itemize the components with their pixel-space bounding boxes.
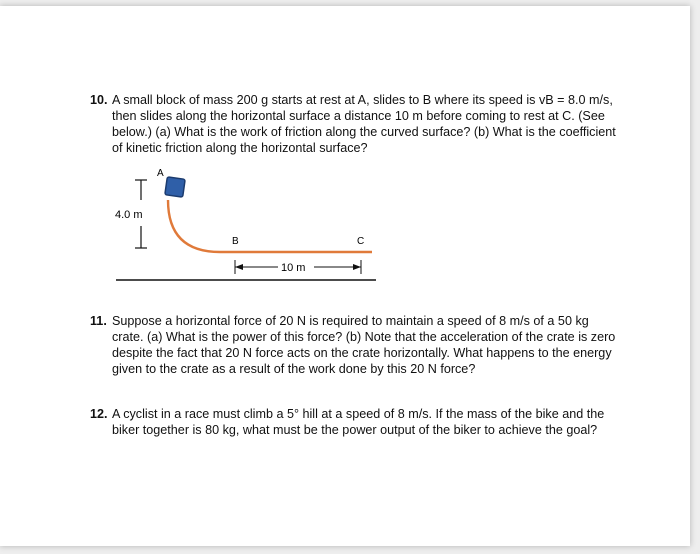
problem-12 <box>90 406 620 438</box>
friction-track-figure <box>110 166 380 286</box>
problem-10 <box>90 92 620 156</box>
problem-number: 11. <box>90 314 107 328</box>
problem-text: Suppose a horizontal force of 20 N is required to maintain a speed of 8 m/s of a 50 kg crate. (a) What is the power of this force? (b) Note that the acceleration of the crate is zero despite the fact that 20 N force acts on the crate horizontally. What happens to the energy given to the crate as a result of the work done by this 20 N force? <box>112 314 616 376</box>
distance-arrowhead-left <box>235 264 243 270</box>
label-a: A <box>157 168 164 179</box>
distance-label: 10 m <box>281 262 306 274</box>
document-page <box>0 6 690 546</box>
label-c: C <box>357 236 365 247</box>
height-label: 4.0 m <box>115 209 143 221</box>
block <box>165 177 185 197</box>
problem-number: 10. <box>90 93 108 107</box>
problem-text: A cyclist in a race must climb a 5° hill at a speed of 8 m/s. If the mass of the bike and the biker together is 80 kg, what must be the power output of the biker to achieve the goal? <box>112 407 605 437</box>
problem-text: A small block of mass 200 g starts at rest at A, slides to B where its speed is vB = 8.0 m/s, then slides along the horizontal surface a distance 10 m before coming to rest at C. (See below.) (a) What is the work of friction along the curved surface? (b) What is the coefficient of kinetic friction along the horizontal surface? <box>112 93 616 155</box>
distance-arrowhead-right <box>353 264 361 270</box>
problem-number: 12. <box>90 407 108 421</box>
track-curve <box>168 200 220 252</box>
label-b: B <box>232 236 239 247</box>
problem-11 <box>90 313 620 377</box>
